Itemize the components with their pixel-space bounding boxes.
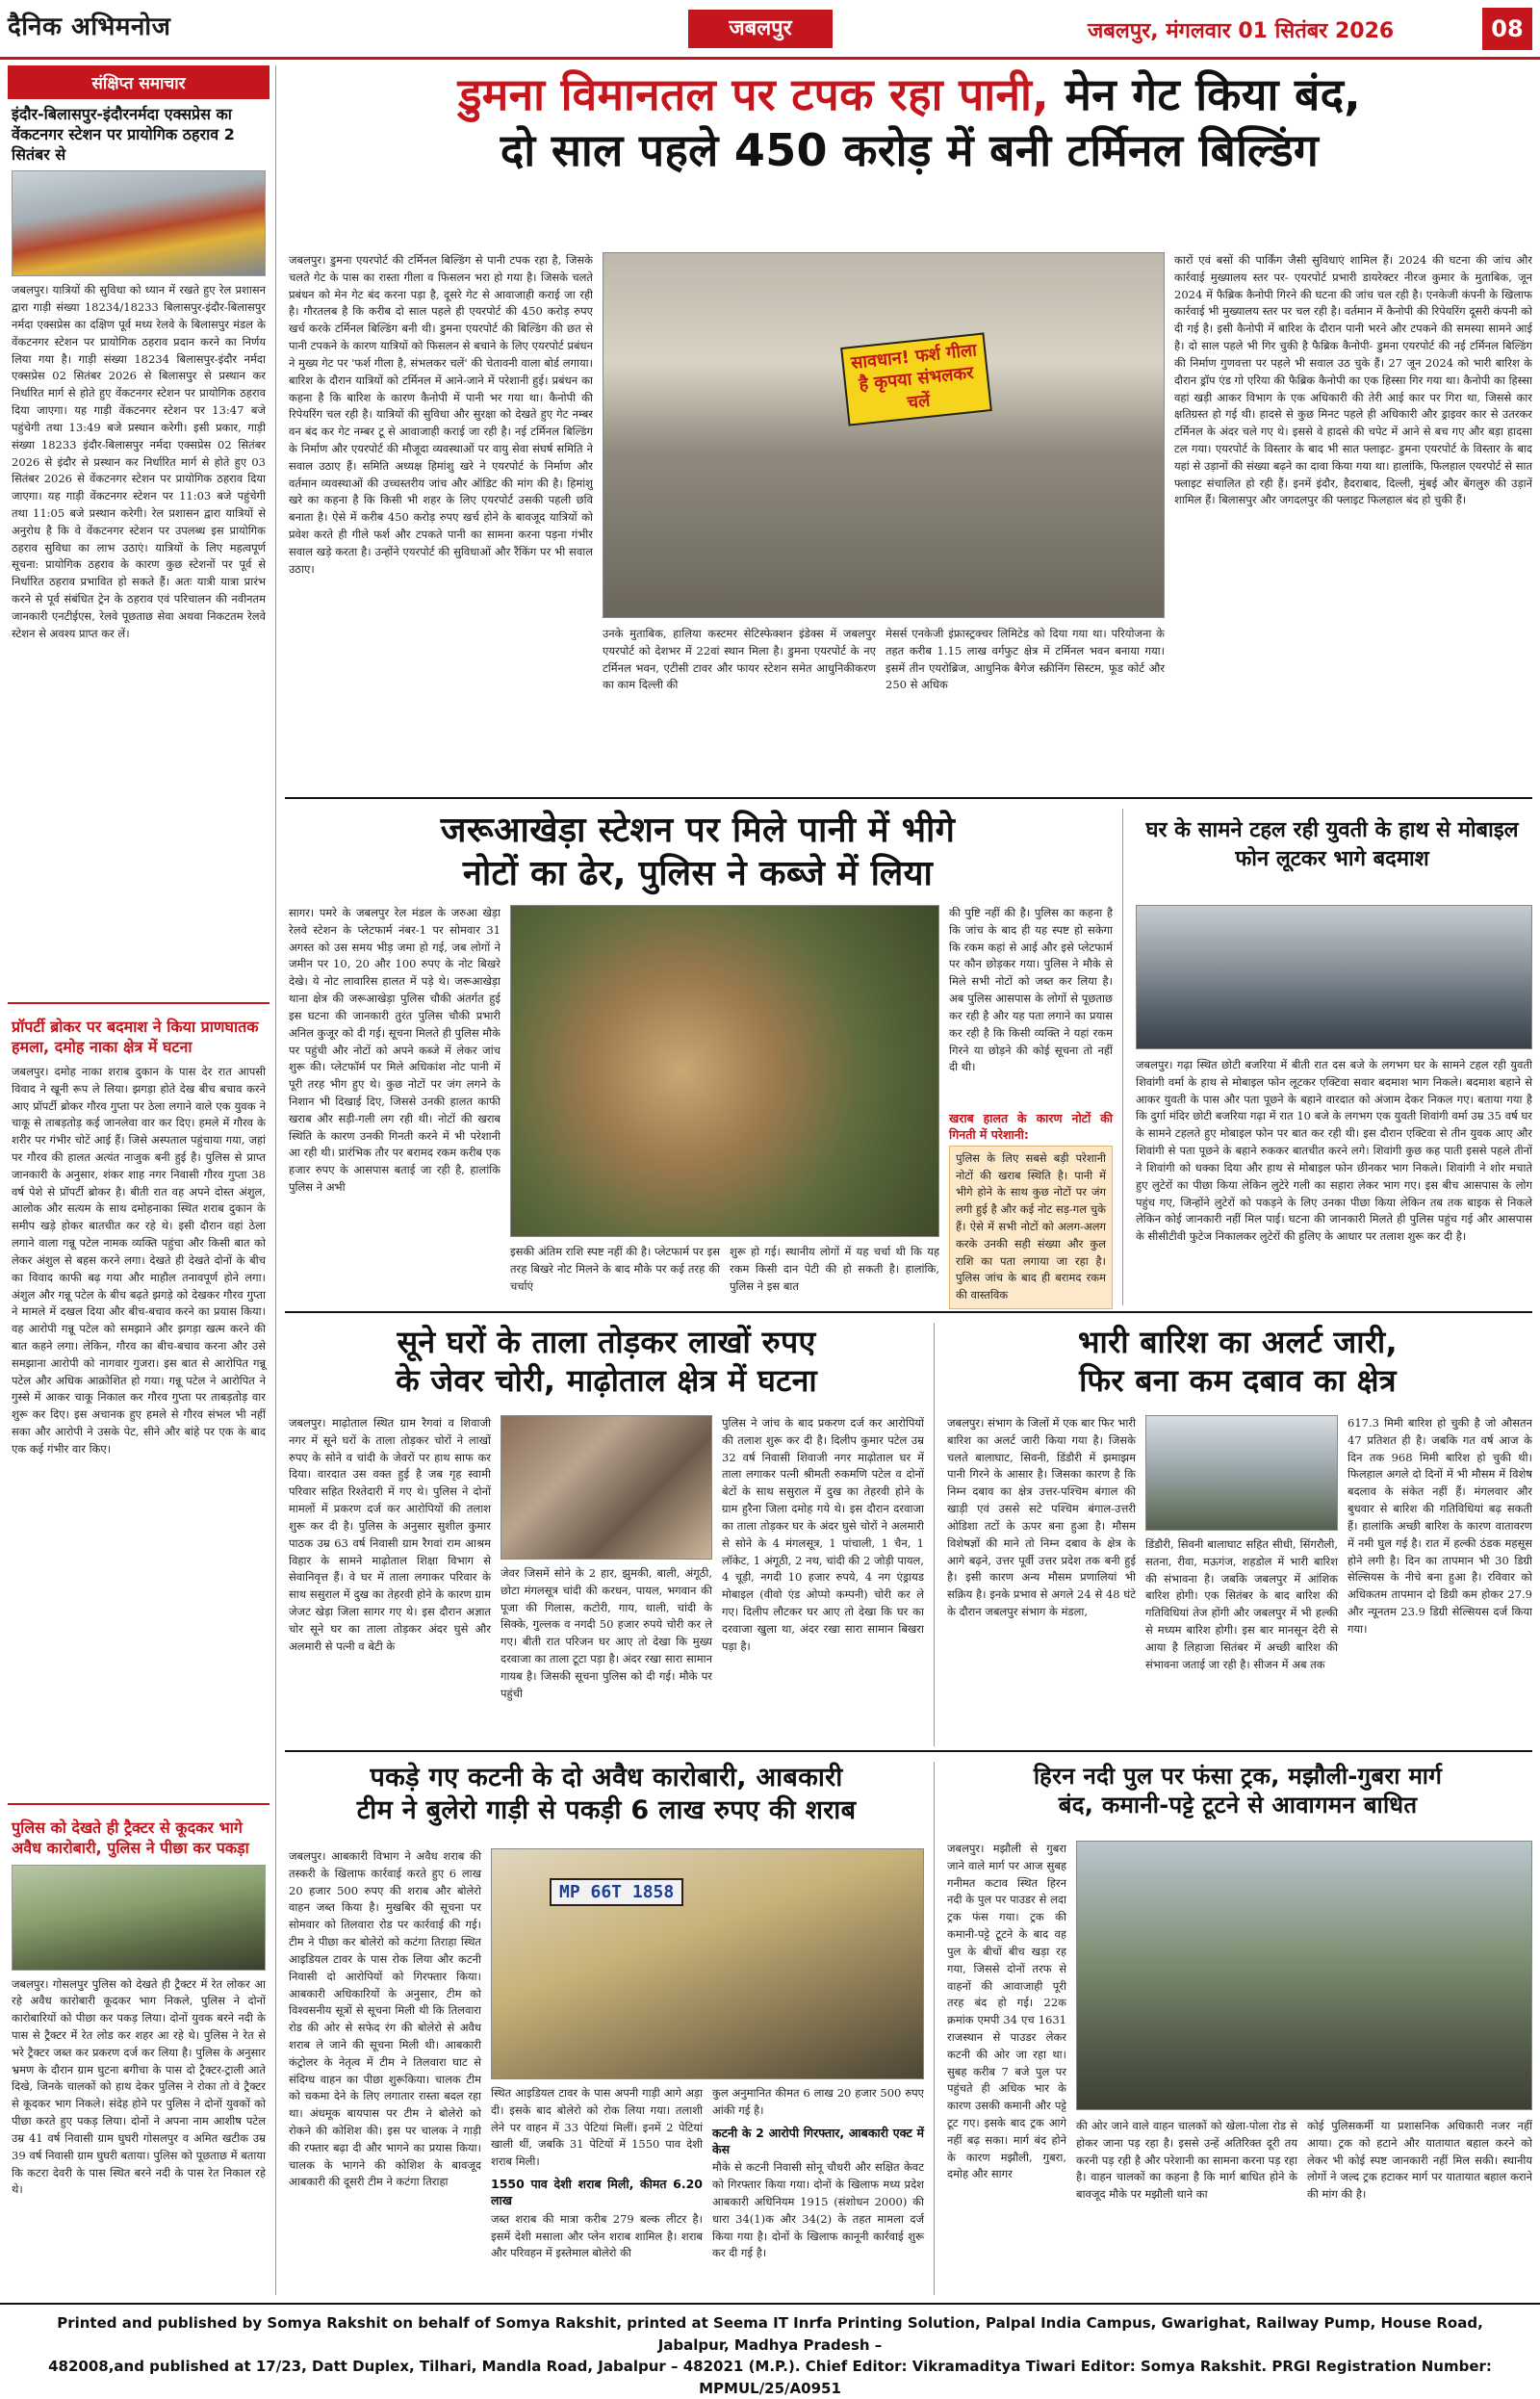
- brief-1-title: इंदौर-बिलासपुर-इंदौरनर्मदा एक्सप्रेस का वेंकटनगर स्टेशन पर प्रायोगिक ठहराव 2 सितंबर से: [12, 105, 235, 164]
- lead-col-1-text: जबलपुर। डुमना एयरपोर्ट की टर्मिनल बिल्डिंग से पानी टपक रहा है, जिसके चलते गेट के पास का रास्ता गीला व फिसलन भरा हो गया है। जिसके चलते प्रबंधन को मेन गेट बंद करना पड़ा है, दूसरे गेट से आवाजाही कराई जा रही है। गौरतलब है कि करीब दो साल पहले ही एयरपोर्ट की 450 करोड़ रुपए खर्च करके टर्मिनल बिल्डिंग बनी थी। डुमना एयरपोर्ट की बिल्डिंग की छत से पानी टपकने के कारण यात्रियों को फिसलन से बचाने के लिए एयरपोर्ट प्रबंधन ने मुख्य गेट पर 'फर्श गीला है, संभलकर चलें' की चेतावनी वाला बोर्ड लगाया। बारिश के दौरान यात्रियों को टर्मिनल में आने-जाने में परेशानी हुई। प्रबंधन का कहना है कि बारिश के कारण कैनोपी में पानी भर गया था। कैनोपी की रिपेयरिंग चल रही है। यात्रियों की सुविधा और सुरक्षा को देखते हुए गेट नम्बर वन बंद कर गेट नम्बर टू से आवाजाही कराई जा रही है। नई टर्मिनल बिल्डिंग के निर्माण और एयरपोर्ट की मौजूदा व्यवस्थाओं पर वायु सेवा संघर्ष समिति ने सवाल उठाए हैं। समिति अध्यक्ष हिमांशु खरे ने एयरपोर्ट के निर्माण और वर्तमान व्यवस्थाओं की उच्चस्तरीय जांच और ऑडिट की मांग की है। हिमांशु खरे का कहना है कि किसी भी शहर के लिए एयरपोर्ट उसकी पहली छवि बनाता है। ऐसे में करीब 450 करोड़ रुपए खर्च होने के बावजूद यात्रियों को प्रवेश करते ही गीले फर्श और टपकते पानी का सामना करना पड़ना गंभीर सवाल खड़े करता है। उन्होंने एयरपोर्ट की सुविधाओं और रैंकिंग पर भी सवाल उठाए।: [289, 253, 593, 576]
- burglary-headline-line1: सूने घरों के ताला तोड़कर लाखों रुपए: [397, 1324, 816, 1360]
- cctv-street-photo: [1136, 905, 1532, 1049]
- truck-col-3-text: कोई पुलिसकर्मी या प्रशासनिक अधिकारी नजर नहीं आया। ट्रक को हटाने और यातायात बहाल करने को लेकर भी कोई स्पष्ट जानकारी नहीं मिल सकी। स्थानीय लोगों ने जल्द ट्रक हटाकर मार्ग पर यातायात बहाल कराने की मांग की है।: [1307, 2119, 1532, 2202]
- notes-subhead: खराब हालत के कारण नोटों की गिनती में परेशानी:: [949, 1111, 1113, 1142]
- liquor-col-2: [491, 2085, 703, 2295]
- lead-col-4-text: कारों एवं बसों की पार्किंग जैसी सुविधाएं शामिल हैं। 2024 की घटना की जांच और कार्रवाई मुख्यालय स्तर पर- एयरपोर्ट प्रभारी डायरेक्टर नीरज कुमार के मुताबिक, जून 2024 में फैब्रिक कैनोपी गिरने की घटना की जांच चल रही है। एनकेजी कंपनी के खिलाफ कार्रवाई भी मुख्यालय स्तर पर चल रही है। वर्तमान में कैनोपी की रिपेयरिंग दूसरी कंपनी को दी गई है। इसी कैनोपी में बारिश के दौरान पानी भरने और टपकने की समस्या सामने आई है। दो साल पहले भी गिर चुकी है फैब्रिक कैनोपी- डुमना एयरपोर्ट की नई टर्मिनल बिल्डिंग की निर्माण गुणवत्ता पर पहले भी सवाल उठ चुके हैं। 27 जून 2024 को भारी बारिश के दौरान ड्रॉप एंड गो एरिया की फैब्रिक कैनोपी का एक हिस्सा गिर गया था। कैनोपी का हिस्सा वहां खड़ी आकर विभाग के एक अधिकारी की तेरी आई कार पर गिरा था, जिससे कार क्षतिग्रस्त हो गई थी। हादसे से कुछ मिनट पहले ही अधिकारी और ड्राइवर कार से उतरकर टर्मिनल के अंदर चले गए थे। इससे वे हादसे की चपेट में आने से बच गए और बड़ा हादसा टल गया। एयरपोर्ट के विस्तार के बाद भी सात फ्लाइट- डुमना एयरपोर्ट के विस्तार के बाद यहां से उड़ानों की संख्या बढ़ने का दावा किया गया था। हालांकि, फिलहाल एयरपोर्ट से सात फ्लाइट संचालित हो रही हैं। इनमें इंदौर, हैदराबाद, दिल्ली, मुंबई और बेंगलुरु की उड़ानें शामिल हैं। बिलासपुर और जगदलपुर की फ्लाइट फिलहाल बंद हो चुकी हैं।: [1174, 253, 1532, 507]
- notes-col-4-text: की पुष्टि नहीं की है। पुलिस का कहना है कि जांच के बाद ही यह स्पष्ट हो सकेगा कि रकम कहां से आई और इसे प्लेटफार्म पर कौन छोड़कर गया। पुलिस ने मौके से मिले सभी नोटों को जब्त कर लिया है। अब पुलिस आसपास के लोगों से पूछताछ कर रही है और यह पता लगाने का प्रयास कर रही है कि किसी व्यक्ति ने यहां रकम गिरने या छोड़ने की कोई सूचना तो नहीं दी थी।: [949, 906, 1113, 1074]
- lead-col-2: [603, 626, 876, 787]
- rain-col-1: [947, 1415, 1136, 1741]
- column-rule: [934, 1762, 935, 2295]
- liquor-col-1-text: जबलपुर। आबकारी विभाग ने अवैध शराब की तस्करी के खिलाफ कार्रवाई करते हुए 6 लाख 20 हजार 500 रुपए की शराब और बोलेरो वाहन जब्त किया है। मुखबिर की सूचना पर सोमवार को तिलवारा रोड पर कार्रवाई की गई। टीम ने पीछा कर बोलेरो को कटंगा तिराहा स्थित आइडियल टावर के पास रोक लिया और कटनी निवासी दो आरोपियों को गिरफ्तार किया। आबकारी अधिकारियों के अनुसार, टीम को विश्वसनीय सूत्रों से सूचना मिली थी कि तिलवारा रोड की ओर से सफेद रंग की बोलेरो से अवैध शराब ले जाने की सूचना मिली थी। आबकारी कंट्रोलर के नेतृत्व में टीम ने तिलवारा घाट से संदिग्ध वाहन का पीछा शुरूकिया। चालक टीम को चकमा देने के लिए लगातार रास्ता बदल रहा था। अंधमूक बायपास पर टीम ने बोलेरो को रोकने की कोशिश की। इस पर चालक ने गाड़ी की रफ्तार बढ़ा दी और भागने का प्रयास किया। चालक के भागने की कोशिश के बावजूद आबकारी की दूसरी टीम ने कटंगा तिराहा: [289, 1849, 481, 2189]
- stuck-truck-photo: [1076, 1841, 1532, 2110]
- liquor-headline: [289, 1762, 924, 1827]
- dateline: जबलपुर, मंगलवार 01 सितंबर 2026: [1088, 19, 1395, 43]
- liquor-headline-line2: टीम ने बुलेरो गाड़ी से पकड़ी 6 लाख रुपए की शराब: [356, 1794, 857, 1825]
- briefs-column: [8, 65, 270, 2289]
- rain-headline: [943, 1323, 1532, 1400]
- column-rule: [934, 1323, 935, 1746]
- lead-headline-black: मेन गेट किया बंद,: [1065, 68, 1362, 120]
- section-rule: [285, 1311, 1532, 1313]
- lead-col-3-text: मेसर्स एनकेजी इंफ्रास्ट्रक्चर लिमिटेड को दिया गया था। परियोजना के तहत करीब 1.15 लाख वर्गफुट क्षेत्र में टर्मिनल भवन बनाया गया। इसमें तीन एयरोब्रिज, आधुनिक बैगेज स्क्रीनिंग सिस्टम, फूड कोर्ट और 250 से अधिक: [886, 627, 1165, 692]
- masthead: [0, 0, 1540, 60]
- imprint-line-1: Printed and published by Somya Rakshit on behalf of Somya Rakshit, printed at Seema IT Inrfa Printing Solution, Palpal India Campus, Gwarighat, Railway Pump, House Road, Jabalpur, Madhya Pradesh –: [57, 2314, 1483, 2354]
- tractor-photo: [12, 1865, 266, 1971]
- seized-liquor-photo: [491, 1848, 924, 2079]
- divider: [8, 1002, 270, 1004]
- liquor-subhead-2: कटनी के 2 आरोपी गिरफ्तार, आबकारी एक्ट में केस: [712, 2125, 924, 2156]
- snatch-text-body: जबलपुर। गढ़ा स्थित छोटी बजरिया में बीती रात दस बजे के लगभग घर के सामने टहल रही युवती शिवांगी वर्मा के हाथ से मोबाइल फोन लूटकर एक्टिवा सवार बदमाश भाग निकले। बदमाश बहाने से आकर युवती के पास और पता पूछने के बहाने वारदात को अंजाम देकर निकल गए। बताया गया है कि दुर्गा मंदिर छोटी बजरिया गढ़ा में रात 10 बजे के लगभग एक युवती शिवांगी वर्मा उम्र 35 वर्ष घर के सामने टहलते हुए मोबाइल फोन पर बात कर रही थी। इस दौरान एक्टिवा से तीन युवक आए और शिवांगी से पता पूछने के बहाने रुककर बातचीत करने लगे। शिवांगी कुछ कह पाती इससे पहले तीनों ने शिवांगी को धक्का दिया और हाथ से मोबाइल फोन छीनकर भाग निकले। शिवांगी ने शोर मचाते हुए लुटेरों का पीछा किया लेकिन लुटेरे गली का सहारा लेकर भाग गए। इस बीच आसपास के लोग पहुंच गए, जिन्होंने लुटेरों को पकड़ने के लिए उनका पीछा किया लेकिन तब तक बाइक से निकले लेकिन कोई जानकारी नहीं मिल पाई। घटना की जानकारी मिलते ही पुलिस पहुंच गई और आसपास के सीसीटीवी फुटेज निकालकर लुटेरों की हुलिए के आधार पर तलाश शुरू कर दी है।: [1136, 1058, 1532, 1244]
- burglary-col-3: [722, 1415, 924, 1741]
- truck-col-3: [1307, 2118, 1532, 2295]
- notes-headline-line2: नोटों का ढेर, पुलिस ने कब्जे में लिया: [462, 854, 934, 893]
- wet-floor-sign: सावधान! फर्श गीला है कृपया संभलकर चलें: [840, 332, 992, 426]
- brief-1-text: जबलपुर। यात्रियों की सुविधा को ध्यान में रखते हुए रेल प्रशासन द्वारा गाड़ी संख्या 18234/18233 बिलासपुर-इंदौर-बिलासपुर नर्मदा एक्सप्रेस का दक्षिण पूर्व मध्य रेलवे के बिलासपुर मंडल के वेंकटनगर स्टेशन पर प्रायोगिक ठहराव प्रदान करने का निर्णय लिया गया है। गाड़ी संख्या 18234 बिलासपुर-इंदौर नर्मदा एक्सप्रेस 02 सितंबर 2026 से बिलासपुर से प्रस्थान कर निर्धारित मार्ग से होते हुए वेंकटनगर स्टेशन पर प्रायोगिक ठहराव दिया जाएगा। यह गाड़ी वेंकटनगर स्टेशन पर 13:47 बजे पहुंचेगी तथा 13:49 बजे प्रस्थान करेगी। इसी प्रकार, गाड़ी संख्या 18233 इंदौर-बिलासपुर नर्मदा एक्सप्रेस 02 सितंबर 2026 से इंदौर से प्रस्थान कर निर्धारित मार्ग से होते हुए 03 सितंबर 2026 से वेंकटनगर स्टेशन पर प्रायोगिक ठहराव दिया जाएगा। यह गाड़ी वेंकटनगर स्टेशन पर 11:03 बजे पहुंचेगी तथा 11:05 बजे प्रस्थान करेगी। रेल प्रशासन द्वारा यात्रियों से अनुरोध है कि वे वेंकटनगर स्टेशन पर उपलब्ध इस प्रायोगिक ठहराव सुविधा का लाभ उठाएं। यात्रियों के लिए महत्वपूर्ण सूचना: प्रायोगिक ठहराव के कारण कुछ स्टेशनों पर पूर्व से निर्धारित ठहराव प्रभावित हो सकते हैं। अतः यात्री यात्रा प्रारंभ करने से पूर्व संबंधित ट्रेन के ठहराव एवं परिचालन की नवीनतम जानकारी एनटीईएस, रेलवे पूछताछ सेवा अथवा निकटतम रेलवे स्टेशन से अवश्य प्राप्त कर लें।: [12, 283, 266, 640]
- burglary-headline: [289, 1323, 924, 1400]
- rain-headline-line1: भारी बारिश का अलर्ट जारी,: [1078, 1324, 1398, 1360]
- rain-col-3: [1348, 1415, 1532, 1741]
- notes-headline-line1: जरूआखेड़ा स्टेशन पर मिले पानी में भीगे: [440, 811, 956, 850]
- liquor-col-3-text: कुल अनुमानित कीमत 6 लाख 20 हजार 500 रुपए आंकी गई है।: [712, 2086, 924, 2117]
- lead-headline-red: डुमना विमानतल पर टपक रहा पानी,: [457, 68, 1049, 120]
- burglary-col-2-text: जेवर जिसमें सोने के 2 हार, झुमकी, बाली, अंगूठी, छोटा मंगलसूत्र चांदी की करधन, पायल, भगवान की पूजा की गिलास, कटोरी, गाय, थाली, चांदी के सिक्के, गुल्लक व नगदी 50 हजार रुपये चोरी कर ले गए। बीती रात परिजन घर आए तो देखा कि मुख्य दरवाजा का ताला टूटा पड़ा है। अंदर रखा सारा सामान गायब है। जिसकी सूचना पुलिस को दी गई। मौके पर पहुंची: [500, 1566, 712, 1700]
- imprint-line-2: 482008,and published at 17/23, Datt Duplex, Tilhari, Mandla Road, Jabalpur – 482021 (M.P.). Chief Editor: Vikramaditya Tiwari Editor: Somya Rakshit. PRGI Registration Number: MPMUL/25/A0951: [48, 2358, 1492, 2397]
- newspaper-logo: [8, 8, 170, 42]
- burglary-col-1-text: जबलपुर। माढ़ोताल स्थित ग्राम रैगवां व शिवाजी नगर में सूने घरों के ताला तोड़कर चोरों ने लाखों रुपए के सोने व चांदी के जेवरों पर हाथ साफ कर दिया। वारदात उस वक्त हुई है जब गृह स्वामी परिवार सहित रिश्तेदारी में गए थे। पुलिस ने दोनों मामलों में प्रकरण दर्ज कर आरोपियों की तलाश शुरू कर दी है। पुलिस के अनुसार सुशील कुमार पाठक उम्र 63 वर्ष निवासी ग्राम रैगवां राम आश्रम विहार के सामने माढ़ोताल शिक्षा विभाग से सेवानिवृत्त हैं। वे घर में ताला लगाकर परिवार के साथ ससुराल में दुख का तेहरवी होने के कारण ग्राम जेजट खेड़ा जिला सागर गए थे। इस दौरान अज्ञात चोर सूने घर का ताला तोड़कर अंदर घुसे और अलमारी से पत्नी व बेटी के: [289, 1416, 491, 1653]
- brief-3-text: जबलपुर। गोसलपुर पुलिस को देखते ही ट्रैक्टर में रेत लोकर आ रहे अवैध कारोबारी कूदकर भाग निकले, पुलिस ने दोनों कारोबारियों को पीछा कर पकड़ लिया। दोनों युवक बरने नदी के पास से ट्रैक्टर में रेत लोड कर शहर आ रहे थे। पुलिस ने रेत से भरे ट्रैक्टर जब्त कर प्रकरण दर्ज कर लिया है। पुलिस के अनुसार भ्रमण के दौरान ग्राम घुटना बगीचा के पास दो ट्रैक्टर-ट्राली आते दिखे, जिनके चालकों को हाथ देकर पुलिस ने रोका तो वे ट्रैक्टर से कूदकर भाग निकले। संदेह होने पर पुलिस ने दोनों युवकों को पीछा करते हुए पकड़ लिया। दोनों ने अपना नाम आशीष पटेल उम्र 41 वर्ष निवासी ग्राम घुघरी गोसलपुर व अमित खटीक उम्र 39 वर्ष निवासी ग्राम घुघरी बताया। पुलिस को पूछताछ में बताया कि कटरा देवरी के पास स्थित बरने नदी के पास रेत निकाल रहे थे।: [12, 1976, 266, 2197]
- burglary-col-3-text: पुलिस ने जांच के बाद प्रकरण दर्ज कर आरोपियों की तलाश शुरू कर दी है। दिलीप कुमार पटेल उम्र 32 वर्ष निवासी शिवाजी नगर माढ़ोताल घर में ताला लगाकर पत्नी श्रीमती रुकमणि पटेल व दोनों बेटों के साथ ससुराल में दुख का तेहरवी होने के ग्राम हुरैना जिला दमोह गये थे। इस दौरान दरवाजा का ताला तोड़कर घर के अंदर घुसे चोरों ने अलमारी से सोने के 4 मंगलसूत्र, 1 पांचाली, 1 चैन, 1 लॉकेट, 1 अंगूठी, 2 नथ, चांदी की 2 जोड़ी पायल, 4 चूड़ी, नगदी 10 हजार रुपये, 4 नग एंड्रायड मोबाइल (वीवो एंड ओप्पो कम्पनी) चोरी कर ले गए। दिलीप लौटकर घर आए तो देखा कि घर का दरवाजा खुला था, अंदर रखा सारा सामान बिखरा पड़ा है।: [722, 1416, 924, 1653]
- notes-col-4: [949, 905, 1113, 1102]
- rain-photo: [1145, 1415, 1338, 1531]
- lead-headline-line2: दो साल पहले 450 करोड़ में बनी टर्मिनल बिल्डिंग: [500, 123, 1320, 176]
- burglary-headline-line2: के जेवर चोरी, माढ़ोताल क्षेत्र में घटना: [396, 1362, 817, 1399]
- notes-col-3-text: शुरू हो गई। स्थानीय लोगों में यह चर्चा थी कि यह रकम किसी दान पेटी की हो सकती है। हालांकि, पुलिस ने इस बात: [730, 1245, 939, 1293]
- notes-col-3: [730, 1244, 939, 1302]
- liquor-sub2-text: मौके से कटनी निवासी सोनू चौधरी और सक्षित केवट को गिरफ्तार किया गया। दोनों के खिलाफ मध्य प्रदेश आबकारी अधिनियम 1915 (संशोधन 2000) की धारा 34(1)क और 34(2) के तहत मामला दर्ज किया गया है। दोनों के खिलाफ कानूनी कार्रवाई शुरू कर दी गई है।: [712, 2160, 924, 2260]
- truck-col-2-text: की ओर जाने वाले वाहन चालकों को खेला-पोला रोड से होकर जाना पड़ रहा है। इससे उन्हें अतिरिक्त दूरी तय करनी पड़ रही है और परेशानी का सामना करना पड़ रहा है। वाहन चालकों का कहना है कि मार्ग बाधित होने के बावजूद मौके पर मझौली थाने का: [1076, 2119, 1297, 2202]
- burglary-col-2: [500, 1565, 712, 1741]
- brief-2-text: जबलपुर। दमोह नाका शराब दुकान के पास देर रात आपसी विवाद ने खूनी रूप ले लिया। झगड़ा होते देख बीच बचाव करने आए प्रॉपर्टी ब्रोकर गौरव गुप्ता पर ठेला लगाने वाले एक युवक ने चाकू से ताबड़तोड़ कई जानलेवा वार कर दिए। हमले में गौरव के शरीर पर गंभीर चोटें आई हैं। जिसे अस्पताल पहुंचाया गया, जहां पर गौरव की हालत अत्यंत नाजुक बनी हुई है। पुलिस से प्राप्त जानकारी के अनुसार, शंकर शाह नगर निवासी गौरव गुप्ता 38 वर्ष पेशे से प्रॉपर्टी ब्रोकर है। बीती रात वह अपने दोस्त अंशुल, आलोक और सत्यम के साथ दमोहनाका स्थित शराब दुकान के समीप खड़े होकर बातचीत कर रहे थे। इसी दौरान वहां ठेला लगाने वाला गन्नू पटेल नामक व्यक्ति पहुंचा और किसी बात को लेकर अंशुल से बहस करने लगा। देखते ही देखते दोनों के बीच का विवाद काफी बढ़ गया और माहौल तनावपूर्ण होने लगा। अंशुल और गन्नू पटेल के बीच बढ़ते झगड़े को देखकर गौरव गुप्ता ने मामले में दखल दिया और बीच-बचाव करने का प्रयास किया। वह आरोपी गन्नू पटेल को समझाने और झगड़ा खत्म करने की बात कहने लगा। लेकिन, गौरव का बीच-बचाव करना और उसे समझाना आरोपी को नागवार गुजरा। इस बात से आरोपित गन्नू पटेल और अधिक आक्रोशित हो गया। गन्नू पटेल ने आरोपित ने गुस्से में आकर चाकू निकाल कर गौरव गुप्ता पर ताबड़तोड़ वार शुरू कर दिए। इस अचानक हुए हमले से गौरव संभल भी नहीं सका और आरोपी ने उसके पेट, सीने और बांहे पर एक के बाद एक कई गंभीर वार किए।: [12, 1064, 266, 1456]
- vehicle-number-plate: MP 66T 1858: [550, 1878, 683, 1906]
- burglary-col-1: [289, 1415, 491, 1741]
- city-tab: जबलपुर: [688, 10, 833, 48]
- lead-col-1: [289, 252, 593, 787]
- imprint-footer: [0, 2303, 1540, 2397]
- liquor-col-3: [712, 2085, 924, 2295]
- lead-col-4: [1174, 252, 1532, 787]
- notes-col-2: [510, 1244, 720, 1302]
- column-rule: [275, 65, 276, 2295]
- snatch-headline: घर के सामने टहल रही युवती के हाथ से मोबाइल फोन लूटकर भागे बदमाश: [1145, 818, 1519, 871]
- liquor-headline-line1: पकड़े गए कटनी के दो अवैध कारोबारी, आबकारी: [370, 1763, 843, 1793]
- truck-col-2: [1076, 2118, 1297, 2295]
- section-rule: [285, 1750, 1532, 1752]
- lead-col-2-text: उनके मुताबिक, हालिया कस्टमर सेटिस्फेक्शन इंडेक्स में जबलपुर एयरपोर्ट को देशभर में 22वां स्थान मिला है। डुमना एयरपोर्ट के नए टर्मिनल भवन, एटीसी टावर और फायर स्टेशन समेत आधुनिकीकरण का काम दिल्ली की: [603, 627, 876, 692]
- briefs-heading: संक्षिप्त समाचार: [8, 65, 270, 99]
- notes-subsection: [949, 1105, 1113, 1302]
- wet-notes-photo: [510, 905, 939, 1237]
- notes-col-2-text: इसकी अंतिम राशि स्पष्ट नहीं की है। प्लेटफार्म पर इस तरह बिखरे नोट मिलने के बाद मौके पर कई तरह की चर्चाएं: [510, 1245, 720, 1293]
- truck-headline-line1: हिरन नदी पुल पर फंसा ट्रक, मझौली-गुबरा मार्ग: [1033, 1763, 1443, 1790]
- logo-text: दैनिक अभिमनोज: [8, 13, 171, 41]
- notes-headline: [289, 809, 1107, 895]
- brief-2-title: प्रॉपर्टी ब्रोकर पर बदमाश ने किया प्राणघातक हमला, दमोह नाका क्षेत्र में घटना: [12, 1018, 259, 1057]
- section-rule: [285, 797, 1532, 799]
- liquor-col-1: [289, 1848, 481, 2295]
- rain-col-1-text: जबलपुर। संभाग के जिलों में एक बार फिर भारी बारिश का अलर्ट जारी किया गया है। जिसके चलते बालाघाट, सिवनी, डिंडौरी में झमाझम पानी गिरने के आसार है। जिसका कारण है कि निम्न दबाव का क्षेत्र उत्तर-पश्चिम बंगाल की खाड़ी एवं उससे सटे पश्चिम बंगाल-उत्तरी ओडिशा तटों के ऊपर बना हुआ है। मौसम विशेषज्ञों की माने तो निम्न दबाव के क्षेत्र के आगे बढ़ने, उत्तर पूर्वी उत्तर प्रदेश तक बनी हुई है। इसी कारण अन्य मौसम प्रणालियां भी सक्रिय है। इनके प्रभाव से अगले 24 से 48 घंटे के दौरान जबलपुर संभाग के मंडला,: [947, 1416, 1136, 1618]
- divider: [8, 1803, 270, 1805]
- airport-terminal-photo: [603, 252, 1165, 618]
- notes-col-1: [289, 905, 500, 1290]
- truck-col-1: [947, 1841, 1066, 2295]
- truck-headline: [943, 1762, 1532, 1819]
- column-rule: [1122, 809, 1123, 1305]
- stolen-items-photo: [500, 1415, 712, 1560]
- rain-col-2-text: डिंडौरी, सिवनी बालाघाट सहित सीधी, सिंगरौली, सतना, रीवा, मऊगंज, शहडोल में भारी बारिश की संभावना है। जबकि जबलपुर में आंशिक बारिश होगी। एक सितंबर के बाद बारिश की गतिविधियां तेज होंगी और जबलपुर में भी हल्की से मध्यम बारिश होगी। इस बार मानसून देरी से आया है लिहाजा सितंबर में अच्छी बारिश की संभावना जताई जा रही है। सीजन में अब तक: [1145, 1537, 1338, 1671]
- brief-3-title: पुलिस को देखते ही ट्रैक्टर से कूदकर भागे अवैध कारोबारी, पुलिस ने पीछा कर पकड़ा: [12, 1818, 249, 1857]
- liquor-sub1-text: जब्त शराब की मात्रा करीब 279 बल्क लीटर है। इसमें देशी मसाला और प्लेन शराब शामिल है। शराब और परिवहन में इस्तेमाल बोलेरो की: [491, 2211, 703, 2260]
- rain-headline-line2: फिर बना कम दबाव का क्षेत्र: [1079, 1362, 1397, 1399]
- rain-col-2: [1145, 1536, 1338, 1741]
- train-photo: [12, 170, 266, 276]
- lead-col-3: [886, 626, 1165, 787]
- rain-col-3-text: 617.3 मिमी बारिश हो चुकी है जो औसतन 47 प्रतिशत ही है। जबकि गत वर्ष आज के दिन तक 968 मिमी बारिश हो चुकी थी। फिलहाल अगले दो दिनों में भी मौसम में विशेष बदलाव के संकेत नहीं हैं। मंगलवार और बुधवार से बारिश की गतिविधियां बढ़ सकती हैं। हालांकि अच्छी बारिश के कारण वातावरण में नमी घुल गई है। रात में हल्की ठंडक महसूस होने लगी है। दिन का तापमान भी 30 डिग्री सेल्सियस के नीचे बना हुआ है। रविवार को अधिकतम तापमान दो डिग्री कम होकर 27.9 और न्यूनतम 23.9 डिग्री सेल्सियस दर्ज किया गया।: [1348, 1416, 1532, 1636]
- snatch-text: [1136, 1057, 1532, 1302]
- notes-subtext: पुलिस के लिए सबसे बड़ी परेशानी नोटों की खराब स्थिति है। पानी में भीगे होने के साथ कुछ नोटों पर जंग लगी हुई है और कई नोट सड़-गल चुके हैं। ऐसे में सभी नोटों को अलग-अलग करके उनकी सही संख्या और कुल राशि का पता लगाया जा रहा है। पुलिस जांच के बाद ही बरामद रकम की वास्तविक: [956, 1150, 1106, 1303]
- truck-headline-line2: बंद, कमानी-पट्टे टूटने से आवागमन बाधित: [1058, 1792, 1418, 1819]
- liquor-col-2-text: स्थित आइडियल टावर के पास अपनी गाड़ी आगे अड़ा दी। इसके बाद बोलेरो को रोक लिया गया। तलाशी लेने पर वाहन में 33 पेटियां मिलीं। इनमें 2 पेटियां खाली थीं, जबकि 31 पेटियों में 1550 पाव देशी शराब मिली।: [491, 2086, 703, 2169]
- truck-col-1-text: जबलपुर। मझौली से गुबरा जाने वाले मार्ग पर आज सुबह गनीमत कटाव स्थित हिरन नदी के पुल पर पाउडर से लदा ट्रक फंस गया। ट्रक की कमानी-पट्टे टूटने के बाद वह पुल के बीचों बीच खड़ा रह गया, जिससे दोनों तरफ से वाहनों की आवाजाही पूरी तरह बंद हो गई। 22क क्रमांक एमपी 34 एच 1631 राजस्थान से पाउडर लेकर कटनी की ओर जा रहा था। सुबह करीब 7 बजे पुल पर पहुंचते ही अधिक भार के कारण उसकी कमानी और पट्टे टूट गए। इसके बाद ट्रक आगे नहीं बढ़ सका। मार्ग बंद होने के कारण मझौली, गुबरा, दमोह और सागर: [947, 1842, 1066, 2181]
- notes-subtext-box: [949, 1146, 1113, 1309]
- lead-headline: [289, 67, 1530, 178]
- liquor-subhead-1: 1550 पाव देशी शराब मिली, कीमत 6.20 लाख: [491, 2177, 703, 2207]
- page-number: 08: [1482, 8, 1532, 50]
- notes-col-1-text: सागर। पमरे के जबलपुर रेल मंडल के जरुआ खेड़ा रेलवे स्टेशन के प्लेटफार्म नंबर-1 पर सोमवार 31 अगस्त को उस समय भीड़ जमा हो गई, जब लोगों ने जमीन पर 10, 20 और 100 रुपए के नोट बिखरे देखे। ये नोट लावारिस हालत में पड़े थे। जरूआखेड़ा थाना क्षेत्र की जरूआखेड़ा पुलिस चौकी अंतर्गत हुई इस घटना की जानकारी तुरंत पुलिस चौकी प्रभारी अनिल कुजूर को दी गई। सूचना मिलते ही पुलिस मौके पर पहुंची और नोटों को अपने कब्जे में लेकर जांच शुरू की। प्लेटफॉर्म पर मिले अधिकांश नोट पानी में पूरी तरह भीग हुए थे। कुछ नोटों पर जंग लगने के निशान भी दिखाई दिए, जिससे उनकी हालत काफी खराब और सड़ी-गली लग रही थी। नोटों की खराब स्थिति के कारण उनकी गिनती करने में भी परेशानी आ रही थी। प्रारंभिक तौर पर बरामद रकम करीब एक हजार रुपए के आसपास बताई जा रही है, हालांकि पुलिस ने अभी: [289, 906, 500, 1194]
